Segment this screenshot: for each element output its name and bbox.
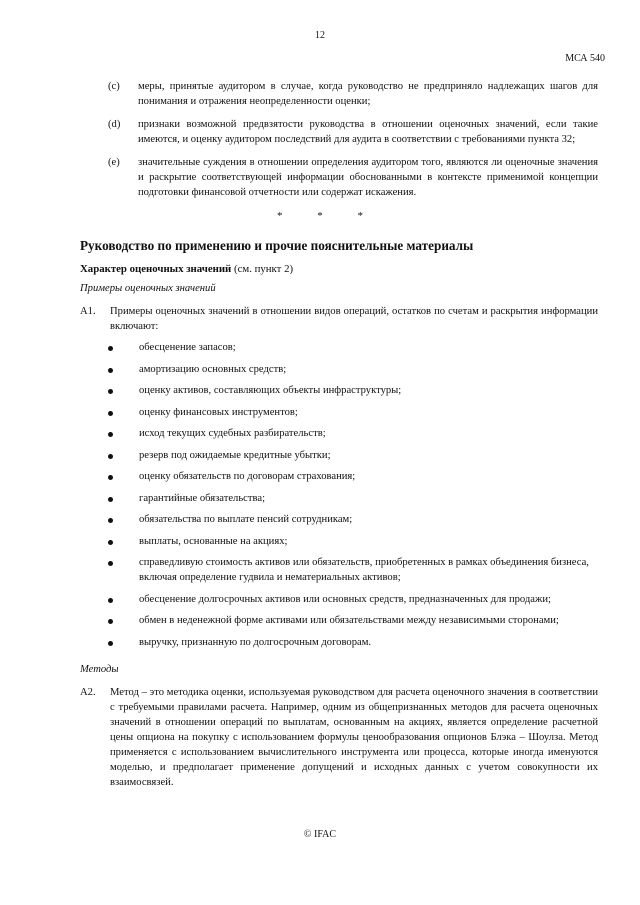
bullet-dot-icon (108, 389, 113, 394)
document-code: МСА 540 (565, 53, 605, 64)
bullet-text: оценку активов, составляющих объекты инфраструктуры; (139, 385, 402, 396)
list-item-label: (e) (108, 157, 120, 168)
bullet-text: обязательства по выплате пенсий сотрудникам; (139, 514, 353, 525)
paragraph-label: А1. (80, 306, 96, 317)
bullet-dot-icon (108, 561, 113, 566)
bullet-text: резерв под ожидаемые кредитные убытки; (139, 450, 331, 461)
page-number: 12 (315, 30, 325, 41)
bullet-text: обмен в неденежной форме активами или обязательствами между независимыми сторонами; (139, 615, 559, 626)
list-item-label: (c) (108, 81, 120, 92)
bullet-text: справедливую стоимость активов или обязательств, приобретенных в рамках объединения бизнеса, включая определение гудвила и нематериальных активов; (139, 557, 589, 583)
bullet-dot-icon (108, 641, 113, 646)
bullet-dot-icon (108, 432, 113, 437)
bullet-text: обесценение запасов; (139, 342, 236, 353)
examples-heading: Примеры оценочных значений (80, 283, 216, 294)
paragraph-label: А2. (80, 687, 96, 698)
sub-heading-title: Характер оценочных значений (80, 263, 232, 275)
bullet-text: обесценение долгосрочных активов или основных средств, предназначенных для продажи; (139, 594, 551, 605)
bullet-text: оценку обязательств по договорам страхования; (139, 471, 356, 482)
bullet-dot-icon (108, 540, 113, 545)
section-separator: * * * (277, 210, 379, 222)
bullet-text: оценку финансовых инструментов; (139, 407, 298, 418)
bullet-dot-icon (108, 411, 113, 416)
bullet-dot-icon (108, 518, 113, 523)
list-item-text: значительные суждения в отношении определения аудитором того, являются ли оценочные значения и раскрытие соответствующей информации обоснованными в контексте применимой концепции подготовки финансовой отчетности или содержат искажения. (138, 157, 598, 198)
list-item-text: признаки возможной предвзятости руководства в отношении оценочных значений, если такие имеются, и оценку аудитором последствий для аудита в соответствии с требованиями пункта 32; (138, 119, 598, 145)
methods-heading: Методы (80, 664, 119, 675)
list-item-text: меры, принятые аудитором в случае, когда руководство не предприняло надлежащих шагов для понимания и отражения неопределенности оценки; (138, 81, 598, 107)
bullet-text: выручку, признанную по долгосрочным договорам. (139, 637, 372, 648)
bullet-dot-icon (108, 368, 113, 373)
bullet-text: гарантийные обязательства; (139, 493, 266, 504)
sub-heading-reference: (см. пункт 2) (231, 263, 294, 275)
sub-heading (80, 263, 293, 275)
footer-copyright: © IFAC (303, 829, 337, 840)
bullet-text: исход текущих судебных разбирательств; (139, 428, 326, 439)
bullet-text: выплаты, основанные на акциях; (139, 536, 288, 547)
section-heading: Руководство по применению и прочие пояснительные материалы (80, 238, 474, 253)
paragraph-text: Примеры оценочных значений в отношении видов операций, остатков по счетам и раскрытия информации включают: (110, 306, 598, 332)
paragraph-text: Метод – это методика оценки, используемая руководством для расчета оценочного значения в соответствии с требуемыми правилами расчета. Например, одним из общепризнанных методов для расчета оценочных значений в отношении операций по выплатам, основанным на акциях, является определение расчетной цены опциона на покупку с использованием формулы ценообразования опционов Блэка – Шоулза. Метод применяется с использованием вычислительного инструмента или процесса, которые иногда именуются моделью, и предполагает применение допущений и исходных данных с учетом совокупности их взаимосвязей. (110, 687, 598, 788)
bullet-text: амортизацию основных средств; (139, 364, 287, 375)
bullet-dot-icon (108, 598, 113, 603)
bullet-dot-icon (108, 454, 113, 459)
bullet-dot-icon (108, 619, 113, 624)
bullet-dot-icon (108, 497, 113, 502)
bullet-dot-icon (108, 346, 113, 351)
list-item-label: (d) (108, 119, 121, 130)
bullet-dot-icon (108, 475, 113, 480)
